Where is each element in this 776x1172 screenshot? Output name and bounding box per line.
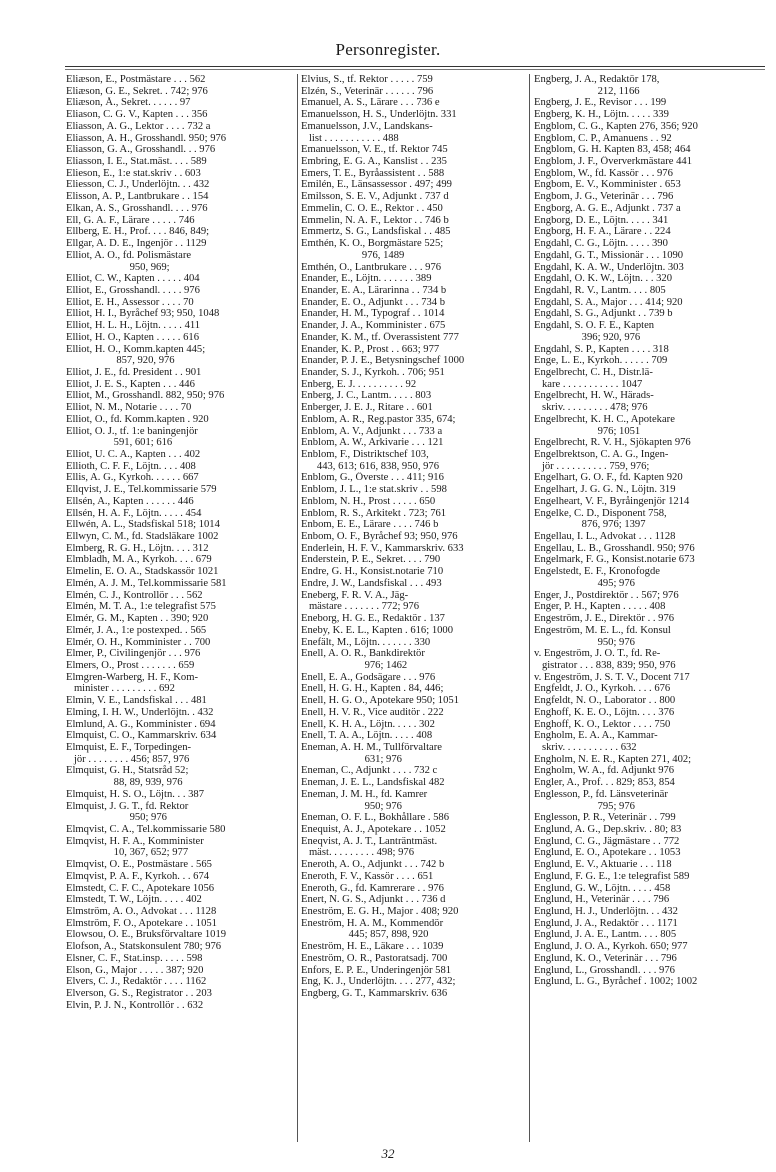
register-entry: Ellberg, E. H., Prof. . . . 846, 849; <box>66 226 210 238</box>
register-entry: Elowsou, O. E., Bruksförvaltare 1019 <box>66 929 227 941</box>
register-entry: Enander, S. J., Kyrkoh. . 706; 951 <box>301 366 445 378</box>
register-entry: Engberg, K. H., Löjtn. . . . . 339 <box>534 109 669 121</box>
register-entry: Emanuelsson, H. S., Underlöjtn. 331 <box>301 109 457 121</box>
register-entry: Elvers, C. J., Redaktör . . . . 1162 <box>66 976 207 988</box>
register-entry: Enander, K. P., Prost . . 663; 977 <box>301 343 440 355</box>
register-entry: Engelbrecht, C. H., Distr.lä- <box>534 366 653 378</box>
register-entry: Engberg, J. A., Redaktör 178, <box>534 74 660 85</box>
register-entry: Englund, E. V., Aktuarie . . . 118 <box>534 859 672 871</box>
register-entry: Enblom, A. W., Arkivarie . . . 121 <box>301 437 444 449</box>
register-entry: gistrator . . . 838, 839; 950, 976 <box>534 659 676 671</box>
register-entry: Engfeldt, N. O., Laborator . . 800 <box>534 695 676 707</box>
register-entry: Elmquist, J. G. T., fd. Rektor <box>66 800 189 812</box>
page-title: Personregister. <box>335 40 441 59</box>
register-entry: Enell, A. O. R., Bankdirektör <box>301 648 425 660</box>
register-entry: Elliot, M., Grosshandl. 882, 950; 976 <box>66 390 225 402</box>
register-entry: Enberg, J. C., Lantm. . . . . 803 <box>301 390 432 402</box>
register-entry: Engborg, A. G. E., Adjunkt . 737 a <box>534 202 681 214</box>
register-entry: Engelbrecht, R. V. H., Sjökapten 976 <box>534 437 691 449</box>
register-entry: Elmqvist, C. A., Tel.kommissarie 580 <box>66 824 226 835</box>
register-entry: Emanuelsson, J.V., Landskans- <box>301 120 433 132</box>
register-entry: Engeström, M. E. L., fd. Konsul <box>534 624 671 636</box>
register-entry: Eneberg, F. R. V. A., Jäg- <box>301 589 409 601</box>
register-entry: Eneroth, F. V., Kassör . . . . 651 <box>301 870 434 882</box>
register-entry: 495; 976 <box>534 577 635 589</box>
register-entry: Enfors, E. P. E., Underingenjör 581 <box>301 964 452 976</box>
register-entry: Elmqvist, H. F. A., Komminister <box>66 835 204 847</box>
register-entry: Engelbrecht, H. W., Härads- <box>534 390 654 402</box>
register-entry: 212, 1166 <box>534 85 640 97</box>
register-entry: Eliasson, A. H., Grosshandl. 950; 976 <box>66 132 227 144</box>
register-entry: Eliæson, Å., Sekret. . . . . . 97 <box>66 97 191 109</box>
register-entry: Enell, H. V. R., Vice auditör . 222 <box>301 706 444 718</box>
register-entry: Eng, K. J., Underlöjtn. . . . 277, 432; <box>301 976 456 988</box>
register-entry: 396; 920, 976 <box>534 331 641 343</box>
register-entry: Eliesson, C. J., Underlöjtn. . . 432 <box>66 179 210 191</box>
register-entry: Engberg, G. T., Kammarskriv. 636 <box>301 988 448 1000</box>
register-entry: Engelheart, V. F., Byråingenjör 1214 <box>534 495 690 507</box>
register-entry: Engeström, J. E., Direktör . . 976 <box>534 613 675 625</box>
register-entry: Engelbrecht, K. H. C., Apotekare <box>534 413 675 425</box>
register-entry: Elmstedt, C. F. C., Apotekare 1056 <box>66 882 215 894</box>
register-entry: 10, 367, 652; 977 <box>66 847 189 859</box>
register-entry: Enger, J., Postdirektör . . 567; 976 <box>534 589 679 601</box>
register-entry: Eneström, O. R., Pastoratsadj. 700 <box>301 952 448 964</box>
register-entry: Enger, P. H., Kapten . . . . . 408 <box>534 601 666 613</box>
register-entry: Engblom, C. P., Amanuens . . 92 <box>534 132 672 144</box>
register-entry: Engellau, I. L., Advokat . . . 1128 <box>534 531 676 543</box>
register-entry: 950, 969; <box>66 261 170 273</box>
register-entry: Elmquist, C. O., Kammarskriv. 634 <box>66 730 217 742</box>
register-entry: Elmin, V. E., Landsfiskal . . . 481 <box>66 695 207 707</box>
register-entry: Engholm, E. A. A., Kammar- <box>534 730 658 742</box>
register-entry: Eneroth, G., fd. Kamrerare . . 976 <box>301 882 444 894</box>
register-entry: Elmgren-Warberg, H. F., Kom- <box>66 671 198 683</box>
register-entry: Enghoff, K. O., Lektor . . . . 750 <box>534 718 671 730</box>
header-rule-thin <box>65 69 765 70</box>
register-entry: Engdahl, S. G., Adjunkt . . 739 b <box>534 308 673 320</box>
register-entry: Engdahl, S. O. F. E., Kapten <box>534 320 655 332</box>
register-entry: Enander, E., Löjtn. . . . . . . 389 <box>301 273 432 285</box>
register-entry: Enblom, N. H., Prost . . . . . 650 <box>301 495 436 507</box>
register-entry: minister . . . . . . . . . 692 <box>66 683 175 695</box>
register-entry: Ellioth, C. F. F., Löjtn. . . . 408 <box>66 460 196 472</box>
register-entry: Elliot, O., fd. Komm.kapten . 920 <box>66 413 209 425</box>
register-entry: Engdahl, S. P., Kapten . . . . 318 <box>534 343 669 355</box>
register-entry: Emmelin, C. O. E., Rektor . . 450 <box>301 202 443 214</box>
register-entry: Eliason, C. G. V., Kapten . . . 356 <box>66 109 208 121</box>
register-entry: Elmér, J. A., 1:e postexped. . 565 <box>66 624 207 636</box>
register-entry: 976, 1489 <box>301 249 405 261</box>
register-entry: Ellwén, A. L., Stadsfiskal 518; 1014 <box>66 519 220 531</box>
register-entry: 976; 1051 <box>534 425 641 437</box>
register-entry: Elvin, P. J. N., Kontrollör . . 632 <box>66 999 204 1011</box>
register-entry: Engelstedt, E. F., Kronofogde <box>534 566 660 578</box>
register-entry: Enge, L. E., Kyrkoh. . . . . . 709 <box>534 355 668 367</box>
register-entry: Engblom, C. G., Kapten 276, 356; 920 <box>534 120 698 132</box>
register-entry: Elmer, P., Civilingenjör . . . 976 <box>66 648 201 660</box>
register-entry: Enblom, A. V., Adjunkt . . . 733 a <box>301 425 443 437</box>
register-entry: Englund, F. G. E., 1:e telegrafist 589 <box>534 870 690 882</box>
register-entry: 88, 89, 939, 976 <box>66 777 183 789</box>
register-entry: 631; 976 <box>301 753 402 765</box>
register-entry: Engborg, H. F. A., Lärare . . 224 <box>534 226 671 238</box>
register-entry: Elmén, C. J., Kontrollör . . . 562 <box>66 589 203 601</box>
register-entry: Enell, K. H. A., Löjtn. . . . . 302 <box>301 718 435 730</box>
register-entry: 591, 601; 616 <box>66 437 173 449</box>
register-entry: Englund, H., Veterinär . . . . 796 <box>534 894 670 906</box>
register-entry: Enell, H. G. O., Apotekare 950; 1051 <box>301 695 459 707</box>
register-entry: 950; 976 <box>301 800 402 812</box>
register-entry: Elmqvist, P. A. F., Kyrkoh. . . 674 <box>66 870 210 882</box>
register-entry: skriv. . . . . . . . . 478; 976 <box>534 402 648 414</box>
register-entry: Eneström, H. A. M., Kommendör <box>301 917 444 929</box>
register-entry: Elliot, E. H., Assessor . . . . 70 <box>66 296 194 308</box>
register-entry: 950; 976 <box>534 636 635 648</box>
header-rule <box>65 66 765 67</box>
register-entry: Emanuel, A. S., Lärare . . . 736 e <box>301 97 440 109</box>
register-entry: Emmertz, S. G., Landsfiskal . . 485 <box>301 226 451 238</box>
register-entry: Eneström, E. G. H., Major . 408; 920 <box>301 906 459 918</box>
register-entry: mästare . . . . . . . 772; 976 <box>301 601 419 613</box>
register-entry: Englund, A. G., Dep.skriv. . 80; 83 <box>534 824 682 835</box>
register-entry: Englesson, P. R., Veterinär . . 799 <box>534 812 676 824</box>
column-divider <box>297 74 298 1142</box>
register-entry: Enblom, F., Distriktschef 103, <box>301 449 429 460</box>
register-entry: Ellsén, H. A. F., Löjtn. . . . . 454 <box>66 507 202 519</box>
register-entry: Eneström, H. E., Läkare . . . 1039 <box>301 941 444 953</box>
register-entry: Engellau, L. B., Grosshandl. 950; 976 <box>534 542 695 554</box>
register-entry: 443, 613; 616, 838, 950, 976 <box>301 460 440 472</box>
register-entry: Enander, J. A., Komminister . 675 <box>301 320 446 332</box>
register-entry: Engdahl, S. A., Major . . . 414; 920 <box>534 296 683 308</box>
register-entry: Ellis, A. G., Kyrkoh. . . . . . 667 <box>66 472 199 484</box>
register-entry: Enghoff, K. E. O., Löjtn. . . . 376 <box>534 706 675 718</box>
register-entry: Elliot, N. M., Notarie . . . . 70 <box>66 402 192 414</box>
register-entry: Elmers, O., Prost . . . . . . . 659 <box>66 659 195 671</box>
register-entry: Englund, L., Grosshandl. . . . 976 <box>534 964 675 976</box>
register-entry: Elliot, C. W., Kapten . . . . . 404 <box>66 273 200 285</box>
register-entry: Engelhart, G. O. F., fd. Kapten 920 <box>534 472 683 484</box>
register-entry: Elmberg, R. G. H., Löjtn. . . . 312 <box>66 542 209 554</box>
register-entry: Enbom, E. E., Lärare . . . . 746 b <box>301 519 439 531</box>
register-entry: Ellwyn, C. M., fd. Stadsläkare 1002 <box>66 531 219 543</box>
register-entry: Emilén, E., Länsassessor . 497; 499 <box>301 179 452 191</box>
register-entry: v. Engeström, J. S. T. V., Docent 717 <box>534 671 690 683</box>
register-entry: Ell, G. A. F., Lärare . . . . . 746 <box>66 214 195 226</box>
register-entry: Engbom, E. V., Komminister . 653 <box>534 179 681 191</box>
register-entry: Elliot, J. E. S., Kapten . . . 446 <box>66 378 195 390</box>
register-entry: Enell, E. A., Godsägare . . . 976 <box>301 671 436 683</box>
register-entry: Eliasson, G. A., Grosshandl. . . 976 <box>66 144 216 156</box>
register-entry: Englund, C. G., Jägmästare . . 772 <box>534 835 680 847</box>
register-entry: Elming, I. H. W., Underlöjtn. . 432 <box>66 706 214 718</box>
register-entry: Elliot, H. O., Komm.kapten 445; <box>66 343 206 355</box>
register-entry: Elmquist, E. F., Torpedingen- <box>66 741 192 753</box>
register-entry: Eliasson, A. G., Lektor . . . . 732 a <box>66 120 211 132</box>
register-entry: Elvius, S., tf. Rektor . . . . . 759 <box>301 74 433 85</box>
register-entry: jör . . . . . . . . 456; 857, 976 <box>66 753 190 765</box>
register-entry: Englund, L. G., Byråchef . 1002; 1002 <box>534 976 698 988</box>
register-entry: Endre, J. W., Landsfiskal . . . 493 <box>301 577 442 589</box>
register-entry: Ellqvist, J. E., Tel.kommissarie 579 <box>66 484 217 496</box>
register-entry: 857, 920, 976 <box>66 355 175 367</box>
register-entry: Engdahl, K. A. W., Underlöjtn. 303 <box>534 261 684 273</box>
register-entry: Elmqvist, O. E., Postmästare . 565 <box>66 859 212 871</box>
register-entry: 876, 976; 1397 <box>534 519 646 531</box>
register-entry: Emmelin, N. A. F., Lektor . . 746 b <box>301 214 449 226</box>
register-entry: Englund, J. O. A., Kyrkoh. 650; 977 <box>534 941 688 953</box>
register-entry: Engbom, J. G., Veterinär . . . 796 <box>534 191 674 203</box>
register-entry: Englund, K. O., Veterinär . . . 796 <box>534 952 677 964</box>
register-entry: 445; 857, 898, 920 <box>301 929 429 941</box>
register-entry: Eneby, K. E. L., Kapten . 616; 1000 <box>301 624 454 636</box>
register-entry: Eneborg, H. G. E., Redaktör . 137 <box>301 613 445 625</box>
register-entry: Enequist, A. J., Apotekare . . 1052 <box>301 824 446 835</box>
register-entry: Elliot, U. C. A., Kapten . . . 402 <box>66 449 201 460</box>
register-entry: Enander, H. M., Typograf . . 1014 <box>301 308 445 320</box>
page-number: 32 <box>381 1146 395 1161</box>
register-entry: Enblom, J. L., 1:e stat.skriv . . 598 <box>301 484 447 496</box>
register-entry: kare . . . . . . . . . . . 1047 <box>534 378 643 390</box>
register-entry: Elofson, A., Statskonsulent 780; 976 <box>66 941 222 953</box>
register-entry: Elmbladh, M. A., Kyrkoh. . . . 679 <box>66 554 212 566</box>
register-entry: Eneman, A. H. M., Tullförvaltare <box>301 741 442 753</box>
register-entry: Englund, H. J., Underlöjtn. . . 432 <box>534 906 678 918</box>
register-entry: Eneroth, A. O., Adjunkt . . . 742 b <box>301 859 445 871</box>
register-entry: mäst. . . . . . . . . 498; 976 <box>301 847 414 859</box>
register-entry: Eneqvist, A. J. T., Lanträntmäst. <box>301 835 438 847</box>
register-entry: Englund, J. A., Redaktör . . . 1171 <box>534 917 678 929</box>
column-divider <box>529 74 530 1142</box>
register-entry: Ellsén, A., Kapten . . . . . . 446 <box>66 495 194 507</box>
register-entry: Emers, T. E., Byråassistent . . 588 <box>301 167 445 179</box>
register-entry: 795; 976 <box>534 800 635 812</box>
register-entry: Emthén, O., Lantbrukare . . . 976 <box>301 261 442 273</box>
register-entry: Elliot, H. L. H., Löjtn. . . . . 411 <box>66 320 201 332</box>
register-entry: Elmström, F. O., Apotekare . . 1051 <box>66 917 217 929</box>
register-entry: Englund, E. O., Apotekare . . 1053 <box>534 847 681 859</box>
register-entry: Elkan, A. S., Grosshandl. . . . 976 <box>66 202 208 214</box>
register-entry: Engdahl, O. K. W., Löjtn. . . 320 <box>534 273 673 285</box>
register-entry: Enderstein, P. E., Sekret. . . . 790 <box>301 554 441 566</box>
register-entry: Elsner, C. F., Stat.insp. . . . . 598 <box>66 952 203 964</box>
register-entry: Engelhart, J. G. G. N., Löjtn. 319 <box>534 484 676 496</box>
register-entry: Emthén, K. O., Borgmästare 525; <box>301 238 444 250</box>
register-entry: v. Engeström, J. O. T., fd. Re- <box>534 648 661 660</box>
register-entry: Eliæson, E., Postmästare . . . 562 <box>66 74 206 85</box>
register-entry: Elliot, H. I., Byråchef 93; 950, 1048 <box>66 308 220 320</box>
register-entry: Enblom, R. S., Arkitekt . 723; 761 <box>301 507 447 519</box>
register-entry: Elmér, O. H., Komminister . . 700 <box>66 636 211 648</box>
register-entry: Elliot, H. O., Kapten . . . . . 616 <box>66 331 199 343</box>
register-entry: Eliæson, G. E., Sekret. . 742; 976 <box>66 85 208 97</box>
register-entry: Enander, E. O., Adjunkt . . . 734 b <box>301 296 446 308</box>
register-entry: Elieson, E., 1:e stat.skriv . . 603 <box>66 167 201 179</box>
register-entry: Engholm, W. A., fd. Adjunkt 976 <box>534 765 675 777</box>
register-column-3 <box>534 74 766 1144</box>
register-entry: Enell, H. G. H., Kapten . 84, 446; <box>301 683 444 695</box>
register-entry: Elmén, M. T. A., 1:e telegrafist 575 <box>66 601 216 613</box>
register-entry: Emilsson, S. E. V., Adjunkt . 737 d <box>301 191 449 203</box>
register-entry: Enander, P. J. E., Betysningschef 1000 <box>301 355 465 367</box>
register-entry: Engborg, D. E., Löjtn. . . . . 341 <box>534 214 669 226</box>
register-entry: Enert, N. G. S., Adjunkt . . . 736 d <box>301 894 446 906</box>
register-entry: Elson, G., Major . . . . . 387; 920 <box>66 964 204 976</box>
register-entry: Embring, E. G. A., Kanslist . . 235 <box>301 156 447 168</box>
register-entry: Engblom, G. H. Kapten 83, 458; 464 <box>534 144 691 156</box>
register-entry: Enander, E. A., Lärarinna . . 734 b <box>301 284 447 296</box>
register-entry: Emanuelsson, V. E., tf. Rektor 745 <box>301 144 448 156</box>
register-entry: Eneman, J. E. L., Landsfiskal 482 <box>301 777 445 789</box>
register-entry: Engberg, J. E., Revisor . . . 199 <box>534 97 667 109</box>
register-entry: Englund, J. A. E., Lantm. . . . 805 <box>534 929 677 941</box>
register-entry: Elmén, A. J. M., Tel.kommissarie 581 <box>66 577 227 589</box>
register-entry: Engelke, C. D., Disponent 758, <box>534 507 667 519</box>
register-entry: 950; 976 <box>66 812 167 824</box>
register-entry: Enbom, O. F., Byråchef 93; 950, 976 <box>301 531 458 543</box>
register-entry: Elmquist, H. S. O., Löjtn. . . 387 <box>66 788 205 800</box>
register-entry: Engler, A., Prof. . . 829; 853, 854 <box>534 777 675 789</box>
register-entry: Elliot, O. J., tf. 1:e baningenjör <box>66 425 198 437</box>
register-entry: Ellgar, A. D. E., Ingenjör . . 1129 <box>66 238 207 250</box>
register-entry: Elzén, S., Veterinär . . . . . . 796 <box>301 85 434 97</box>
register-entry: Englesson, P., fd. Länsveterinär <box>534 788 668 800</box>
register-entry: Endre, G. H., Konsist.notarie 710 <box>301 566 444 578</box>
register-entry: Elliot, E., Grosshandl. . . . . 976 <box>66 284 200 296</box>
register-entry: Engblom, W., fd. Kassör . . . 976 <box>534 167 673 179</box>
register-entry: Engholm, N. E. R., Kapten 271, 402; <box>534 753 692 765</box>
register-entry: Elmstedt, T. W., Löjtn. . . . . 402 <box>66 894 202 906</box>
register-entry: Elmelin, E. O. A., Stadskassör 1021 <box>66 566 219 578</box>
register-column-1 <box>66 74 292 1144</box>
register-entry: Elliot, J. E., fd. President . . 901 <box>66 366 202 378</box>
register-entry: Englund, G. W., Löjtn. . . . . 458 <box>534 882 671 894</box>
register-entry: Elverson, G. S., Registrator . . 203 <box>66 988 212 1000</box>
register-entry: Eneman, C., Adjunkt . . . . 732 c <box>301 765 438 777</box>
register-entry: Engelbrektson, C. A. G., Ingen- <box>534 449 669 460</box>
register-entry: Elmér, G. M., Kapten . . 390; 920 <box>66 613 209 625</box>
register-entry: Elmlund, A. G., Komminister . 694 <box>66 718 216 730</box>
register-entry: Eliasson, I. E., Stat.mäst. . . . 589 <box>66 156 207 168</box>
register-entry: Enberger, J. E. J., Ritare . . 601 <box>301 402 433 414</box>
register-entry: Enell, T. A. A., Löjtn. . . . . 408 <box>301 730 433 742</box>
register-entry: Engfeldt, J. O., Kyrkoh. . . . 676 <box>534 683 671 695</box>
register-entry: Engdahl, R. V., Lantm. . . . 805 <box>534 284 666 296</box>
register-entry: Enblom, G., Överste . . . 411; 916 <box>301 472 444 484</box>
register-entry: Engblom, J. F., Öververkmästare 441 <box>534 156 693 168</box>
register-entry: Eneman, J. M. H., fd. Kamrer <box>301 788 428 800</box>
register-entry: Elmquist, G. H., Statsråd 52; <box>66 765 189 777</box>
register-entry: Eneman, O. F. L., Bokhållare . 586 <box>301 812 450 824</box>
register-entry: Elliot, A. O., fd. Polismästare <box>66 249 192 261</box>
register-entry: jör . . . . . . . . . . 759, 976; <box>534 460 650 472</box>
register-entry: Elisson, A. P., Lantbrukare . . 154 <box>66 191 209 203</box>
register-entry: skriv. . . . . . . . . . . 632 <box>534 741 637 753</box>
register-entry: Enblom, A. R., Reg.pastor 335, 674; <box>301 413 456 425</box>
register-entry: list . . . . . . . . . . . 488 <box>301 132 399 144</box>
register-column-2 <box>301 74 524 1144</box>
register-entry: Elmström, A. O., Advokat . . . 1128 <box>66 906 217 918</box>
register-entry: Enberg, E. J. . . . . . . . . . 92 <box>301 378 417 390</box>
register-entry: Enefält, M., Löjtn. . . . . . . 330 <box>301 636 431 648</box>
register-entry: Engdahl, C. G., Löjtn. . . . . 390 <box>534 238 668 250</box>
register-entry: Enander, K. M., tf. Överassistent 777 <box>301 331 459 343</box>
register-entry: 976; 1462 <box>301 659 408 671</box>
register-entry: Engdahl, G. T., Missionär . . . 1090 <box>534 249 684 261</box>
register-entry: Engelmark, F. G., Konsist.notarie 673 <box>534 554 695 566</box>
register-entry: Enderlein, H. F. V., Kammarskriv. 633 <box>301 542 464 554</box>
